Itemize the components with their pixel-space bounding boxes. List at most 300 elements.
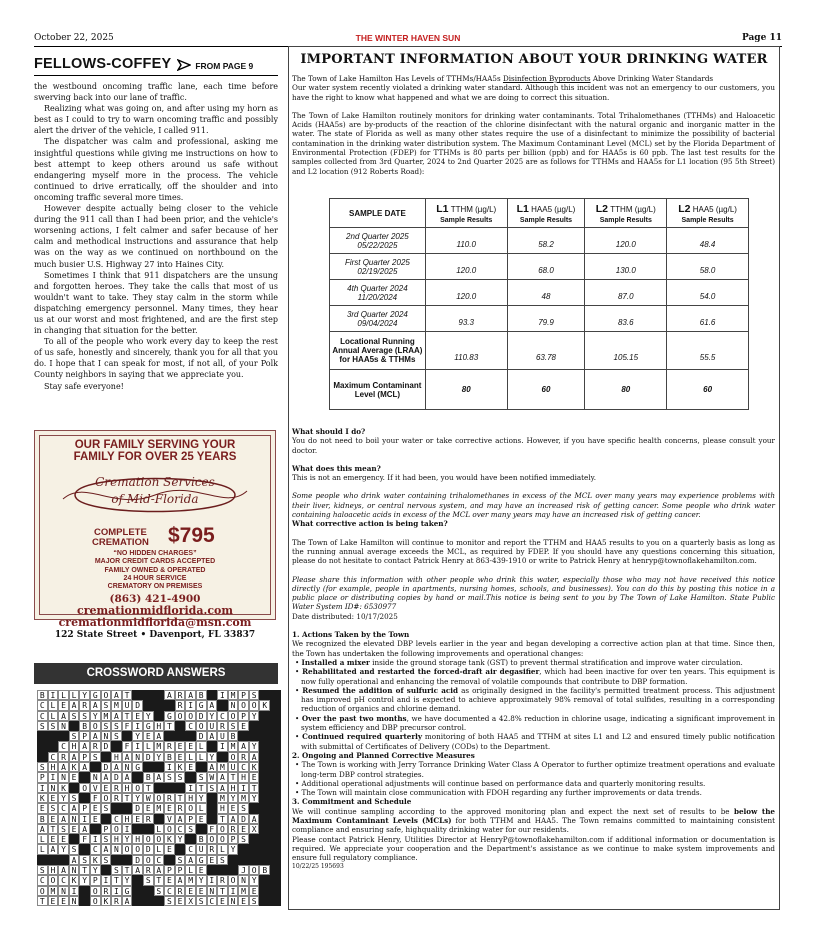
crossword-black-square (249, 834, 260, 844)
value: 110.0 (456, 240, 476, 249)
table-row (330, 306, 749, 332)
crossword-letter: K (175, 762, 186, 772)
lraa-value: 55.5 (699, 353, 716, 362)
crossword-letter: F (122, 721, 133, 731)
crossword-letter: D (238, 814, 249, 824)
crossword-letter: N (69, 896, 80, 906)
header-loc: L1 (436, 202, 449, 215)
crossword-letter: K (58, 783, 69, 793)
crossword-letter: Y (228, 844, 239, 854)
a-corrective-action: The Town of Lake Hamilton will continue to monitor and report the TTHM and HAA5 results to you on a quarterly basis as long as the running annual average exceeds the MCL, as required by FDEP. If you should have any questions concerning this situation, please do not hesitate to contact Patrick Henry at 863-439-1910 or write to Patrick Henry at henryp@townoflakehamilton.com. (292, 537, 775, 566)
crossword-letter: T (122, 690, 133, 700)
crossword-letter: L (154, 824, 165, 834)
crossword-letter: H (48, 865, 59, 875)
masthead (34, 33, 782, 47)
ad-features (40, 550, 270, 591)
section-2-list (292, 760, 775, 797)
ad-logo-line: of Mid-Florida (111, 492, 199, 506)
crossword-black-square (217, 700, 228, 710)
sample-date-cell (330, 254, 426, 280)
crossword-letter: V (90, 783, 101, 793)
section-3-post: for both TTHM and HAA5. The Town remains committed to maintaining consistent compliance and ensuring safe, highquality drinking water for our residents. (292, 815, 775, 835)
crossword-letter: G (143, 721, 154, 731)
crossword-letter: A (37, 824, 48, 834)
crossword-letter: O (217, 824, 228, 834)
table-row (330, 228, 749, 254)
crossword-black-square (154, 762, 165, 772)
crossword-black-square (154, 700, 165, 710)
crossword-letter: E (175, 896, 186, 906)
crossword-letter: S (164, 772, 175, 782)
bullet-text: as originally designed in the facility's permitted treatment process. This adjustment has improved pH control and is expected to achieve approximately 98% removal of total sulfides, resulting in a corresponding reduction of organics and chlorine demand. (301, 685, 775, 714)
crossword-black-square (164, 700, 175, 710)
crossword-letter: A (207, 700, 218, 710)
story-paragraph: The dispatcher was calm and professional, asking me insightful questions while giving me instructions on how to best attempt to keep others around us safe without endangering myself more in the process. The vehicle continued to drive erratically, off the shoulder and into oncoming traffic several more times. (34, 137, 278, 202)
crossword-letter: E (249, 772, 260, 782)
crossword-letter: Y (249, 741, 260, 751)
header-unit: (µg/L) (715, 204, 737, 214)
crossword-letter: R (175, 690, 186, 700)
crossword-letter: D (143, 752, 154, 762)
crossword-letter: H (185, 793, 196, 803)
crossword-letter: A (69, 855, 80, 865)
crossword-letter: B (259, 865, 270, 875)
crossword-letter: A (79, 824, 90, 834)
list-item: • The Town is working with Jerry Torrance Drinking Water Class A Operator to further optimize treatment operations and evaluate long-term DBP control strategies. (295, 760, 775, 779)
value: 58.2 (538, 240, 554, 249)
crossword-letter: N (69, 814, 80, 824)
crossword-letter: E (238, 721, 249, 731)
crossword-letter: Y (249, 793, 260, 803)
crossword-black-square (270, 865, 281, 875)
value: 54.0 (699, 292, 716, 301)
crossword-black-square (207, 793, 218, 803)
crossword-letter: O (228, 875, 239, 885)
crossword-letter: E (238, 824, 249, 834)
crossword-letter: T (79, 865, 90, 875)
crossword-black-square (143, 896, 154, 906)
crossword-letter: S (207, 783, 218, 793)
q-what-does-this-mean: What does this mean? (292, 463, 381, 473)
section-3-bold: below the Maximum Contaminant Levels (MCLs) (292, 806, 775, 825)
crossword-letter: A (217, 772, 228, 782)
crossword-letter: M (228, 741, 239, 751)
crossword-black-square (175, 844, 186, 854)
story-column (34, 54, 278, 392)
lraa-cell (507, 332, 585, 370)
crossword-letter: W (207, 772, 218, 782)
crossword-letter: C (58, 803, 69, 813)
crossword-letter: O (143, 834, 154, 844)
crossword-letter: R (79, 700, 90, 710)
crossword-letter: H (238, 772, 249, 782)
health-effects (292, 491, 775, 519)
crossword-letter: A (207, 731, 218, 741)
crossword-letter: Y (196, 875, 207, 885)
ad-inner-frame (39, 435, 271, 641)
results-table (329, 198, 749, 410)
bullet-text: The Town will maintain close communication with FDOH regarding any further improvements or data trends. (301, 788, 702, 798)
crossword-letter: O (249, 865, 260, 875)
crossword-letter: E (58, 700, 69, 710)
crossword-letter: K (90, 855, 101, 865)
share-notice-text: Please share this information with other people who drink this water, especially those who may not have received this notice directly (for example, people in apartments, nursing homes, schools, and businesses). You can do this by posting this notice in a public place or distributing copies by hand or mail.This notice is being sent to you by The Town of Lake Hamilton. State Public Water System ID#: 6530977 (292, 574, 775, 612)
crossword-letter: S (48, 721, 59, 731)
mcl-cell: 60 (667, 370, 749, 410)
crossword-letter: R (175, 803, 186, 813)
crossword-letter: D (101, 741, 112, 751)
mcl-row (330, 370, 749, 410)
contact-text: Please contact Patrick Henry, Utilities Director at HenryP@townoflakehamilton.com if additional information or documentation is required. We appreciate your cooperation and the Department's assistance as we continue to make system improvements and ensure full regulatory compliance. (292, 834, 775, 863)
crossword-letter: L (143, 741, 154, 751)
sample-quarter: 3rd Quarter 2024 (346, 309, 408, 319)
crossword-black-square (270, 783, 281, 793)
section-2-title: 2. Ongoing and Planned Corrective Measures (292, 750, 475, 760)
crossword-letter: T (217, 814, 228, 824)
crossword-letter: B (196, 690, 207, 700)
value-cell (585, 280, 667, 306)
ad-logo (55, 465, 255, 523)
crossword-letter: A (154, 865, 165, 875)
crossword-black-square (154, 690, 165, 700)
header-name: TTHM (610, 204, 633, 214)
crossword-letter: I (217, 741, 228, 751)
crossword-letter: C (175, 824, 186, 834)
lraa-cell (425, 332, 507, 370)
crossword-black-square (228, 865, 239, 875)
crossword-letter: D (132, 803, 143, 813)
sample-quarter: 2nd Quarter 2025 (346, 231, 409, 241)
crossword-letter: D (101, 762, 112, 772)
crossword-letter: C (48, 752, 59, 762)
crossword-letter: A (249, 752, 260, 762)
crossword-letter: O (90, 896, 101, 906)
value-cell (667, 280, 749, 306)
sample-date: 09/04/2024 (357, 318, 398, 328)
crossword-letter: Y (207, 711, 218, 721)
header-l1-tthm (425, 199, 507, 228)
crossword-letter: K (37, 793, 48, 803)
crossword-letter: H (228, 783, 239, 793)
crossword-black-square (122, 855, 133, 865)
crossword-letter: K (69, 762, 80, 772)
crossword-letter: C (207, 896, 218, 906)
crossword-letter: E (69, 772, 80, 782)
crossword-letter: Y (154, 752, 165, 762)
crossword-letter: T (111, 875, 122, 885)
ad-headline-line: OUR FAMILY SERVING YOUR (74, 439, 236, 451)
crossword-letter: I (111, 886, 122, 896)
crossword-letter: S (196, 772, 207, 782)
crossword-black-square (122, 731, 133, 741)
crossword-black-square (79, 793, 90, 803)
bullet-bold: Over the past two months (301, 713, 407, 723)
crossword-letter: K (259, 700, 270, 710)
crossword-black-square (143, 690, 154, 700)
crossword-letter: L (48, 711, 59, 721)
crossword-letter: D (196, 731, 207, 741)
crossword-letter: S (69, 731, 80, 741)
crossword-letter: E (48, 834, 59, 844)
crossword-letter: Y (175, 834, 186, 844)
crossword-letter: O (90, 721, 101, 731)
crossword-letter: I (185, 783, 196, 793)
crossword-letter: N (122, 762, 133, 772)
crossword-letter: A (185, 855, 196, 865)
bullet-text: Additional operational adjustments will continue based on performance data and quarterly monitoring results. (301, 778, 706, 788)
crossword-black-square (79, 886, 90, 896)
crossword-letter: A (69, 752, 80, 762)
notice-body-lower (292, 427, 775, 872)
bullet-bold: Rehabilitated and restarted the forced-draft air degasifier (302, 667, 540, 677)
crossword-black-square (259, 855, 270, 865)
crossword-letter: U (122, 700, 133, 710)
crossword-black-square (259, 690, 270, 700)
list-item: • Over the past two months, we have documented a 42.8% reduction in chlorine usage, indicating a significant improvement in system efficiency and DBP precursor control. (295, 713, 775, 733)
crossword-black-square (249, 731, 260, 741)
crossword-letter: R (175, 886, 186, 896)
crossword-letter: L (154, 844, 165, 854)
ad-product-line: COMPLETE (94, 527, 147, 538)
crossword-letter: O (154, 793, 165, 803)
value: 48 (541, 292, 551, 301)
crossword-letter: O (185, 711, 196, 721)
crossword-black-square (259, 711, 270, 721)
crossword-letter: M (238, 793, 249, 803)
crossword-letter: R (207, 844, 218, 854)
story-heading (34, 54, 278, 76)
crossword-letter: A (228, 814, 239, 824)
crossword-letter: E (90, 803, 101, 813)
crossword-black-square (259, 834, 270, 844)
crossword-letter: T (154, 875, 165, 885)
crossword-letter: I (48, 772, 59, 782)
crossword-letter: I (132, 741, 143, 751)
crossword-letter: O (111, 824, 122, 834)
bullet-bold: Installed a mixer (301, 657, 370, 667)
q-what-should-i-do: What should I do? (292, 427, 366, 436)
crossword-black-square (238, 855, 249, 865)
crossword-letter: R (238, 752, 249, 762)
crossword-letter: L (48, 700, 59, 710)
crossword-letter: P (238, 690, 249, 700)
crossword-letter: N (48, 783, 59, 793)
bullet-text: , we have documented a 42.8% reduction in chlorine usage, indicating a significant improvement in system efficiency and DBP precursor control. (301, 713, 775, 733)
crossword-letter: A (58, 865, 69, 875)
issue-date: October 22, 2025 (34, 33, 114, 43)
crossword-letter: T (122, 865, 133, 875)
crossword-black-square (143, 762, 154, 772)
crossword-letter: S (79, 711, 90, 721)
mcl-label-line: Level (MCL) (354, 389, 401, 399)
crossword-black-square (259, 793, 270, 803)
crossword-letter: L (185, 752, 196, 762)
crossword-letter: N (132, 752, 143, 762)
crossword-letter: I (207, 875, 218, 885)
crossword-letter: J (238, 865, 249, 875)
crossword-letter: E (58, 834, 69, 844)
crossword-letter: U (196, 844, 207, 854)
crossword-letter: A (132, 865, 143, 875)
crossword-letter: V (164, 814, 175, 824)
bullet-bold: Resumed the addition of sulfuric acid (302, 685, 459, 695)
crossword-letter: A (90, 700, 101, 710)
crossword-letter: Y (228, 793, 239, 803)
story-body (34, 81, 278, 392)
crossword-black-square (79, 896, 90, 906)
crossword-letter: G (132, 762, 143, 772)
ad-price-block (40, 525, 270, 550)
crossword-black-square (270, 711, 281, 721)
crossword-letter: W (143, 793, 154, 803)
notice-monitoring: The Town of Lake Hamilton routinely monitors for drinking water contaminants. Total Trihalomethanes (TTHMs) and Haloacetic Acids (HAA5s) are by-products of the reaction of the chlorine disinfectant with the natural organic and inorganic matter in the water. The state of Florida as well as many other states require the use of a disinfectant to minimize the possibility of bacterial contamination in the drinking water distribution system. The Maximum Contaminant Level (MCL) set by the Florida Department of Environmental Protection (FDEP) for TTHMs is 80 parts per billion (ppb) and for HAA5s is 60 ppb. The last test results for the samples collected from 3rd Quarter, 2024 to 2nd Quarter 2025 are as follows for TTHMs and HAA5s for L1 location (95 5th Street) and L2 location (912 Roberts Road): (292, 110, 775, 176)
crossword-letter: T (175, 793, 186, 803)
crossword-letter: O (143, 855, 154, 865)
header-name: HAA5 (531, 204, 553, 214)
crossword-black-square (154, 711, 165, 721)
crossword-letter: Y (90, 711, 101, 721)
lraa-label (330, 332, 426, 370)
lraa-cell (585, 332, 667, 370)
crossword-letter: H (111, 834, 122, 844)
value-cell (507, 254, 585, 280)
crossword-black-square (132, 824, 143, 834)
lraa-value: 63.78 (535, 353, 556, 362)
intro-underlined: Disinfection Byproducts (502, 74, 591, 83)
crossword-black-square (58, 731, 69, 741)
crossword-letter: M (154, 803, 165, 813)
crossword-letter: O (79, 783, 90, 793)
ad-feature: CREMATORY ON PREMISES (107, 583, 203, 591)
crossword-letter: S (228, 721, 239, 731)
crossword-letter: B (37, 690, 48, 700)
crossword-black-square (132, 772, 143, 782)
crossword-letter: R (228, 824, 239, 834)
crossword-black-square (270, 731, 281, 741)
notice-reference: 10/22/25 195693 (292, 863, 344, 871)
crossword-black-square (111, 803, 122, 813)
crossword-letter: M (154, 741, 165, 751)
crossword-letter: N (111, 844, 122, 854)
mcl-cell: 80 (585, 370, 667, 410)
crossword-letter: B (196, 834, 207, 844)
crossword-letter: A (48, 844, 59, 854)
crossword-letter: S (238, 803, 249, 813)
ad-feature: MAJOR CREDIT CARDS ACCEPTED (94, 558, 216, 566)
crossword-black-square (48, 855, 59, 865)
crossword-letter: B (143, 772, 154, 782)
crossword-letter: K (249, 762, 260, 772)
crossword-letter: N (228, 700, 239, 710)
crossword-black-square (270, 834, 281, 844)
crossword-letter: A (90, 731, 101, 741)
list-item: • Resumed the addition of sulfuric acid as originally designed in the facility's permitted treatment process. This adjustment has improved pH control and is expected to achieve approximately 98% removal of total sulfides, resulting in a corresponding reduction of organics and chlorine demand. (295, 685, 775, 714)
crossword-letter: R (217, 875, 228, 885)
crossword-letter: G (90, 690, 101, 700)
crossword-letter: H (122, 814, 133, 824)
sample-quarter: 4th Quarter 2024 (347, 283, 408, 293)
crossword-letter: C (37, 700, 48, 710)
crossword-letter: D (196, 711, 207, 721)
crossword-black-square (270, 690, 281, 700)
crossword-letter: E (132, 814, 143, 824)
crossword-letter: O (217, 834, 228, 844)
crossword-black-square (217, 865, 228, 875)
list-item: • Installed a mixer inside the ground storage tank (GST) to prevent thermal stratification and improve water circulation. (295, 657, 743, 667)
crossword-letter: P (79, 803, 90, 813)
crossword-letter: E (58, 896, 69, 906)
crossword-letter: L (196, 752, 207, 762)
crossword-letter: Y (79, 690, 90, 700)
notice-title: IMPORTANT INFORMATION ABOUT YOUR DRINKING WATER (300, 52, 768, 67)
crossword-black-square (175, 731, 186, 741)
crossword-letter: S (58, 824, 69, 834)
crossword-letter: O (228, 752, 239, 762)
crossword-black-square (270, 803, 281, 813)
value-cell (507, 306, 585, 332)
ad-email: cremationmidflorida@msn.com (58, 616, 252, 630)
notice-intro (292, 74, 775, 83)
crossword-letter: S (69, 844, 80, 854)
crossword-letter: L (196, 803, 207, 813)
crossword-letter: A (58, 762, 69, 772)
crossword-letter: M (228, 690, 239, 700)
list-item: • The Town will maintain close communication with FDOH regarding any further improvements or data trends. (295, 788, 702, 798)
crossword-letter: P (175, 865, 186, 875)
page-number: Page 11 (741, 33, 782, 43)
crossword-letter: E (196, 865, 207, 875)
value: 87.0 (617, 292, 634, 301)
crossword-letter: E (185, 886, 196, 896)
crossword-letter: Y (122, 834, 133, 844)
crossword-letter: E (175, 741, 186, 751)
ad-phone: (863) 421-4900 (109, 593, 201, 606)
crossword-letter: A (69, 700, 80, 710)
crossword-black-square (249, 855, 260, 865)
crossword-letter: M (101, 711, 112, 721)
story-paragraph: To all of the people who work every day to keep the rest of us safe, honestly and sincerely, thank you for all that you do. I hope that I can speak for most, if not all, of your Polk County neighbors in saying that we appreciate you. (34, 337, 278, 380)
section-1-list (292, 658, 775, 751)
a-what-should-i-do: You do not need to boil your water or take corrective actions. However, if you have specific health concerns, please consult your doctor. (292, 436, 775, 455)
ad-headline (40, 439, 270, 463)
crossword-letter: R (143, 865, 154, 875)
header-name: TTHM (450, 204, 473, 214)
crossword-letter: R (111, 896, 122, 906)
mcl-cell: 60 (507, 370, 585, 410)
crossword-letter: Y (58, 844, 69, 854)
crossword-letter: L (217, 844, 228, 854)
crossword-letter: H (48, 762, 59, 772)
crossword-letter: S (164, 896, 175, 906)
crossword-letter: N (69, 865, 80, 875)
crossword-black-square (37, 752, 48, 762)
crossword-letter: S (37, 865, 48, 875)
crossword-letter: P (164, 865, 175, 875)
list-item: • Additional operational adjustments will continue based on performance data and quarterly monitoring results. (295, 778, 706, 788)
sample-quarter: First Quarter 2025 (344, 257, 410, 267)
crossword-letter: B (228, 731, 239, 741)
header-loc: L2 (678, 202, 691, 215)
crossword-letter: G (164, 711, 175, 721)
value-cell (425, 280, 507, 306)
crossword-letter: P (37, 772, 48, 782)
crossword-letter: C (111, 814, 122, 824)
value-cell (667, 228, 749, 254)
crossword-black-square (207, 741, 218, 751)
crossword-letter: D (132, 700, 143, 710)
crossword-black-square (259, 844, 270, 854)
crossword-black-square (207, 690, 218, 700)
